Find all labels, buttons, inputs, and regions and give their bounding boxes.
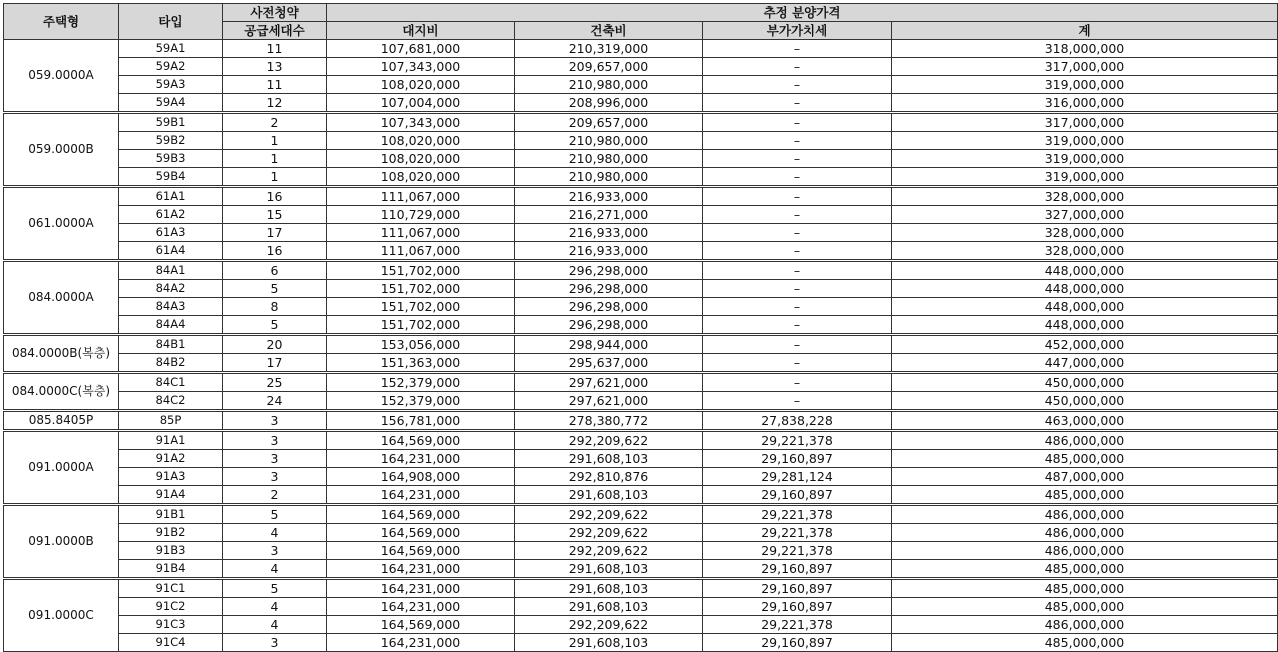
unit-type-cell: 91B3 bbox=[119, 542, 223, 560]
header-type: 타입 bbox=[119, 4, 223, 40]
land-cost-cell: 151,363,000 bbox=[327, 354, 515, 373]
table-row bbox=[4, 242, 1278, 261]
building-cost-cell: 210,980,000 bbox=[515, 132, 703, 150]
land-cost-cell: 153,056,000 bbox=[327, 335, 515, 354]
supply-count-cell: 5 bbox=[223, 505, 327, 524]
unit-type-cell: 59B3 bbox=[119, 150, 223, 168]
price-table bbox=[3, 3, 1278, 652]
unit-type-cell: 84C1 bbox=[119, 373, 223, 392]
header-vat: 부가가치세 bbox=[703, 22, 892, 40]
building-cost-cell: 216,933,000 bbox=[515, 242, 703, 261]
header-supply-line1: 사전청약 bbox=[223, 4, 327, 22]
supply-count-cell: 12 bbox=[223, 94, 327, 113]
supply-count-cell: 4 bbox=[223, 524, 327, 542]
unit-type-cell: 59B4 bbox=[119, 168, 223, 187]
vat-cell: 29,160,897 bbox=[703, 634, 892, 652]
land-cost-cell: 164,231,000 bbox=[327, 486, 515, 505]
table-row bbox=[4, 94, 1278, 113]
unit-type-cell: 91B4 bbox=[119, 560, 223, 579]
vat-cell: 29,160,897 bbox=[703, 486, 892, 505]
supply-count-cell: 2 bbox=[223, 486, 327, 505]
vat-cell: 29,221,378 bbox=[703, 505, 892, 524]
land-cost-cell: 107,681,000 bbox=[327, 40, 515, 58]
header-house-type: 주택형 bbox=[4, 4, 119, 40]
building-cost-cell: 209,657,000 bbox=[515, 113, 703, 132]
supply-count-cell: 3 bbox=[223, 468, 327, 486]
total-price-cell: 448,000,000 bbox=[892, 261, 1278, 280]
land-cost-cell: 107,343,000 bbox=[327, 113, 515, 132]
unit-type-cell: 59B2 bbox=[119, 132, 223, 150]
table-row bbox=[4, 261, 1278, 280]
vat-cell: – bbox=[703, 261, 892, 280]
supply-count-cell: 2 bbox=[223, 113, 327, 132]
vat-cell: 29,221,378 bbox=[703, 616, 892, 634]
table-row bbox=[4, 58, 1278, 76]
table-row bbox=[4, 524, 1278, 542]
table-row bbox=[4, 486, 1278, 505]
unit-type-cell: 84A1 bbox=[119, 261, 223, 280]
table-row bbox=[4, 450, 1278, 468]
total-price-cell: 485,000,000 bbox=[892, 598, 1278, 616]
vat-cell: 29,221,378 bbox=[703, 524, 892, 542]
table-header bbox=[4, 4, 1278, 40]
land-cost-cell: 152,379,000 bbox=[327, 373, 515, 392]
vat-cell: – bbox=[703, 168, 892, 187]
table-row bbox=[4, 76, 1278, 94]
table-row bbox=[4, 224, 1278, 242]
total-price-cell: 316,000,000 bbox=[892, 94, 1278, 113]
unit-type-cell: 84A4 bbox=[119, 316, 223, 335]
vat-cell: – bbox=[703, 316, 892, 335]
building-cost-cell: 291,608,103 bbox=[515, 486, 703, 505]
building-cost-cell: 297,621,000 bbox=[515, 392, 703, 411]
vat-cell: – bbox=[703, 392, 892, 411]
unit-type-cell: 59A2 bbox=[119, 58, 223, 76]
land-cost-cell: 164,231,000 bbox=[327, 598, 515, 616]
supply-count-cell: 1 bbox=[223, 150, 327, 168]
table-row bbox=[4, 411, 1278, 431]
table-row bbox=[4, 392, 1278, 411]
table-row bbox=[4, 335, 1278, 354]
table-row bbox=[4, 542, 1278, 560]
building-cost-cell: 210,980,000 bbox=[515, 150, 703, 168]
land-cost-cell: 111,067,000 bbox=[327, 187, 515, 206]
vat-cell: 29,160,897 bbox=[703, 579, 892, 598]
vat-cell: 29,221,378 bbox=[703, 542, 892, 560]
supply-count-cell: 6 bbox=[223, 261, 327, 280]
supply-count-cell: 5 bbox=[223, 316, 327, 335]
vat-cell: 29,221,378 bbox=[703, 431, 892, 450]
vat-cell: – bbox=[703, 113, 892, 132]
vat-cell: – bbox=[703, 280, 892, 298]
building-cost-cell: 291,608,103 bbox=[515, 634, 703, 652]
land-cost-cell: 151,702,000 bbox=[327, 280, 515, 298]
total-price-cell: 448,000,000 bbox=[892, 298, 1278, 316]
unit-type-cell: 59A3 bbox=[119, 76, 223, 94]
table-row bbox=[4, 168, 1278, 187]
vat-cell: – bbox=[703, 354, 892, 373]
vat-cell: 29,160,897 bbox=[703, 560, 892, 579]
house-type-cell: 085.8405P bbox=[4, 411, 119, 431]
vat-cell: – bbox=[703, 335, 892, 354]
building-cost-cell: 292,209,622 bbox=[515, 524, 703, 542]
building-cost-cell: 292,209,622 bbox=[515, 505, 703, 524]
supply-count-cell: 17 bbox=[223, 224, 327, 242]
house-type-cell: 091.0000C bbox=[4, 579, 119, 652]
house-type-cell: 059.0000A bbox=[4, 40, 119, 113]
building-cost-cell: 292,209,622 bbox=[515, 542, 703, 560]
unit-type-cell: 91A4 bbox=[119, 486, 223, 505]
unit-type-cell: 91A2 bbox=[119, 450, 223, 468]
supply-count-cell: 5 bbox=[223, 579, 327, 598]
building-cost-cell: 216,933,000 bbox=[515, 224, 703, 242]
total-price-cell: 328,000,000 bbox=[892, 187, 1278, 206]
supply-count-cell: 4 bbox=[223, 598, 327, 616]
building-cost-cell: 216,271,000 bbox=[515, 206, 703, 224]
land-cost-cell: 164,569,000 bbox=[327, 431, 515, 450]
table-row bbox=[4, 113, 1278, 132]
vat-cell: – bbox=[703, 373, 892, 392]
unit-type-cell: 84B2 bbox=[119, 354, 223, 373]
land-cost-cell: 164,569,000 bbox=[327, 616, 515, 634]
building-cost-cell: 210,980,000 bbox=[515, 168, 703, 187]
table-row bbox=[4, 206, 1278, 224]
vat-cell: 29,281,124 bbox=[703, 468, 892, 486]
total-price-cell: 448,000,000 bbox=[892, 280, 1278, 298]
total-price-cell: 452,000,000 bbox=[892, 335, 1278, 354]
supply-count-cell: 15 bbox=[223, 206, 327, 224]
unit-type-cell: 84A3 bbox=[119, 298, 223, 316]
vat-cell: 29,160,897 bbox=[703, 450, 892, 468]
land-cost-cell: 152,379,000 bbox=[327, 392, 515, 411]
land-cost-cell: 164,231,000 bbox=[327, 634, 515, 652]
supply-count-cell: 17 bbox=[223, 354, 327, 373]
total-price-cell: 486,000,000 bbox=[892, 616, 1278, 634]
building-cost-cell: 291,608,103 bbox=[515, 598, 703, 616]
table-row bbox=[4, 187, 1278, 206]
table-row bbox=[4, 373, 1278, 392]
vat-cell: – bbox=[703, 187, 892, 206]
vat-cell: – bbox=[703, 242, 892, 261]
table-row bbox=[4, 468, 1278, 486]
building-cost-cell: 278,380,772 bbox=[515, 411, 703, 431]
supply-count-cell: 8 bbox=[223, 298, 327, 316]
vat-cell: – bbox=[703, 94, 892, 113]
vat-cell: – bbox=[703, 132, 892, 150]
supply-count-cell: 16 bbox=[223, 242, 327, 261]
header-estimated-price: 추정 분양가격 bbox=[327, 4, 1278, 22]
building-cost-cell: 296,298,000 bbox=[515, 280, 703, 298]
building-cost-cell: 292,810,876 bbox=[515, 468, 703, 486]
building-cost-cell: 296,298,000 bbox=[515, 261, 703, 280]
unit-type-cell: 85P bbox=[119, 411, 223, 431]
supply-count-cell: 1 bbox=[223, 168, 327, 187]
building-cost-cell: 291,608,103 bbox=[515, 579, 703, 598]
unit-type-cell: 61A3 bbox=[119, 224, 223, 242]
building-cost-cell: 291,608,103 bbox=[515, 450, 703, 468]
total-price-cell: 317,000,000 bbox=[892, 113, 1278, 132]
total-price-cell: 450,000,000 bbox=[892, 373, 1278, 392]
unit-type-cell: 91C2 bbox=[119, 598, 223, 616]
land-cost-cell: 107,004,000 bbox=[327, 94, 515, 113]
land-cost-cell: 164,908,000 bbox=[327, 468, 515, 486]
unit-type-cell: 91A3 bbox=[119, 468, 223, 486]
supply-count-cell: 3 bbox=[223, 542, 327, 560]
supply-count-cell: 16 bbox=[223, 187, 327, 206]
header-land-cost: 대지비 bbox=[327, 22, 515, 40]
land-cost-cell: 151,702,000 bbox=[327, 298, 515, 316]
unit-type-cell: 91B2 bbox=[119, 524, 223, 542]
table-row bbox=[4, 431, 1278, 450]
building-cost-cell: 208,996,000 bbox=[515, 94, 703, 113]
land-cost-cell: 164,231,000 bbox=[327, 450, 515, 468]
unit-type-cell: 61A4 bbox=[119, 242, 223, 261]
unit-type-cell: 61A1 bbox=[119, 187, 223, 206]
supply-count-cell: 25 bbox=[223, 373, 327, 392]
table-row bbox=[4, 598, 1278, 616]
total-price-cell: 485,000,000 bbox=[892, 634, 1278, 652]
table-row bbox=[4, 579, 1278, 598]
unit-type-cell: 84C2 bbox=[119, 392, 223, 411]
house-type-cell: 059.0000B bbox=[4, 113, 119, 187]
table-row bbox=[4, 354, 1278, 373]
header-total: 계 bbox=[892, 22, 1278, 40]
land-cost-cell: 164,569,000 bbox=[327, 524, 515, 542]
total-price-cell: 486,000,000 bbox=[892, 542, 1278, 560]
supply-count-cell: 3 bbox=[223, 411, 327, 431]
supply-count-cell: 3 bbox=[223, 450, 327, 468]
building-cost-cell: 216,933,000 bbox=[515, 187, 703, 206]
total-price-cell: 486,000,000 bbox=[892, 431, 1278, 450]
land-cost-cell: 164,569,000 bbox=[327, 542, 515, 560]
land-cost-cell: 156,781,000 bbox=[327, 411, 515, 431]
land-cost-cell: 107,343,000 bbox=[327, 58, 515, 76]
vat-cell: – bbox=[703, 150, 892, 168]
table-row bbox=[4, 132, 1278, 150]
table-row bbox=[4, 505, 1278, 524]
unit-type-cell: 91C1 bbox=[119, 579, 223, 598]
house-type-cell: 091.0000A bbox=[4, 431, 119, 505]
vat-cell: – bbox=[703, 298, 892, 316]
total-price-cell: 485,000,000 bbox=[892, 450, 1278, 468]
building-cost-cell: 210,980,000 bbox=[515, 76, 703, 94]
total-price-cell: 328,000,000 bbox=[892, 224, 1278, 242]
total-price-cell: 448,000,000 bbox=[892, 316, 1278, 335]
table-row bbox=[4, 634, 1278, 652]
supply-count-cell: 11 bbox=[223, 76, 327, 94]
building-cost-cell: 209,657,000 bbox=[515, 58, 703, 76]
vat-cell: – bbox=[703, 40, 892, 58]
vat-cell: 29,160,897 bbox=[703, 598, 892, 616]
total-price-cell: 485,000,000 bbox=[892, 579, 1278, 598]
total-price-cell: 318,000,000 bbox=[892, 40, 1278, 58]
vat-cell: – bbox=[703, 206, 892, 224]
vat-cell: – bbox=[703, 58, 892, 76]
building-cost-cell: 296,298,000 bbox=[515, 298, 703, 316]
supply-count-cell: 11 bbox=[223, 40, 327, 58]
total-price-cell: 319,000,000 bbox=[892, 76, 1278, 94]
unit-type-cell: 91C4 bbox=[119, 634, 223, 652]
vat-cell: 27,838,228 bbox=[703, 411, 892, 431]
land-cost-cell: 151,702,000 bbox=[327, 261, 515, 280]
land-cost-cell: 151,702,000 bbox=[327, 316, 515, 335]
supply-count-cell: 4 bbox=[223, 560, 327, 579]
total-price-cell: 447,000,000 bbox=[892, 354, 1278, 373]
supply-count-cell: 5 bbox=[223, 280, 327, 298]
building-cost-cell: 292,209,622 bbox=[515, 431, 703, 450]
house-type-cell: 084.0000B(복층) bbox=[4, 335, 119, 373]
table-row bbox=[4, 316, 1278, 335]
house-type-cell: 084.0000C(복층) bbox=[4, 373, 119, 411]
building-cost-cell: 295,637,000 bbox=[515, 354, 703, 373]
land-cost-cell: 110,729,000 bbox=[327, 206, 515, 224]
unit-type-cell: 91A1 bbox=[119, 431, 223, 450]
unit-type-cell: 84A2 bbox=[119, 280, 223, 298]
vat-cell: – bbox=[703, 224, 892, 242]
total-price-cell: 317,000,000 bbox=[892, 58, 1278, 76]
total-price-cell: 486,000,000 bbox=[892, 524, 1278, 542]
total-price-cell: 487,000,000 bbox=[892, 468, 1278, 486]
total-price-cell: 319,000,000 bbox=[892, 132, 1278, 150]
header-building-cost: 건축비 bbox=[515, 22, 703, 40]
land-cost-cell: 164,569,000 bbox=[327, 505, 515, 524]
supply-count-cell: 4 bbox=[223, 616, 327, 634]
unit-type-cell: 84B1 bbox=[119, 335, 223, 354]
total-price-cell: 485,000,000 bbox=[892, 560, 1278, 579]
house-type-cell: 084.0000A bbox=[4, 261, 119, 335]
table-row bbox=[4, 150, 1278, 168]
total-price-cell: 486,000,000 bbox=[892, 505, 1278, 524]
land-cost-cell: 111,067,000 bbox=[327, 242, 515, 261]
total-price-cell: 319,000,000 bbox=[892, 168, 1278, 187]
land-cost-cell: 108,020,000 bbox=[327, 168, 515, 187]
land-cost-cell: 108,020,000 bbox=[327, 132, 515, 150]
land-cost-cell: 108,020,000 bbox=[327, 76, 515, 94]
table-row bbox=[4, 298, 1278, 316]
table-row bbox=[4, 280, 1278, 298]
land-cost-cell: 164,231,000 bbox=[327, 560, 515, 579]
supply-count-cell: 13 bbox=[223, 58, 327, 76]
unit-type-cell: 61A2 bbox=[119, 206, 223, 224]
unit-type-cell: 59B1 bbox=[119, 113, 223, 132]
building-cost-cell: 291,608,103 bbox=[515, 560, 703, 579]
building-cost-cell: 292,209,622 bbox=[515, 616, 703, 634]
total-price-cell: 328,000,000 bbox=[892, 242, 1278, 261]
supply-count-cell: 20 bbox=[223, 335, 327, 354]
table-row bbox=[4, 616, 1278, 634]
supply-count-cell: 3 bbox=[223, 634, 327, 652]
vat-cell: – bbox=[703, 76, 892, 94]
building-cost-cell: 210,319,000 bbox=[515, 40, 703, 58]
land-cost-cell: 108,020,000 bbox=[327, 150, 515, 168]
total-price-cell: 463,000,000 bbox=[892, 411, 1278, 431]
table-body bbox=[4, 40, 1278, 652]
table-row bbox=[4, 560, 1278, 579]
building-cost-cell: 298,944,000 bbox=[515, 335, 703, 354]
total-price-cell: 319,000,000 bbox=[892, 150, 1278, 168]
house-type-cell: 061.0000A bbox=[4, 187, 119, 261]
unit-type-cell: 91B1 bbox=[119, 505, 223, 524]
table-row bbox=[4, 40, 1278, 58]
header-supply-line2: 공급세대수 bbox=[223, 22, 327, 40]
land-cost-cell: 111,067,000 bbox=[327, 224, 515, 242]
building-cost-cell: 297,621,000 bbox=[515, 373, 703, 392]
building-cost-cell: 296,298,000 bbox=[515, 316, 703, 335]
supply-count-cell: 24 bbox=[223, 392, 327, 411]
supply-count-cell: 1 bbox=[223, 132, 327, 150]
land-cost-cell: 164,231,000 bbox=[327, 579, 515, 598]
unit-type-cell: 59A4 bbox=[119, 94, 223, 113]
total-price-cell: 327,000,000 bbox=[892, 206, 1278, 224]
total-price-cell: 450,000,000 bbox=[892, 392, 1278, 411]
unit-type-cell: 91C3 bbox=[119, 616, 223, 634]
total-price-cell: 485,000,000 bbox=[892, 486, 1278, 505]
unit-type-cell: 59A1 bbox=[119, 40, 223, 58]
house-type-cell: 091.0000B bbox=[4, 505, 119, 579]
supply-count-cell: 3 bbox=[223, 431, 327, 450]
